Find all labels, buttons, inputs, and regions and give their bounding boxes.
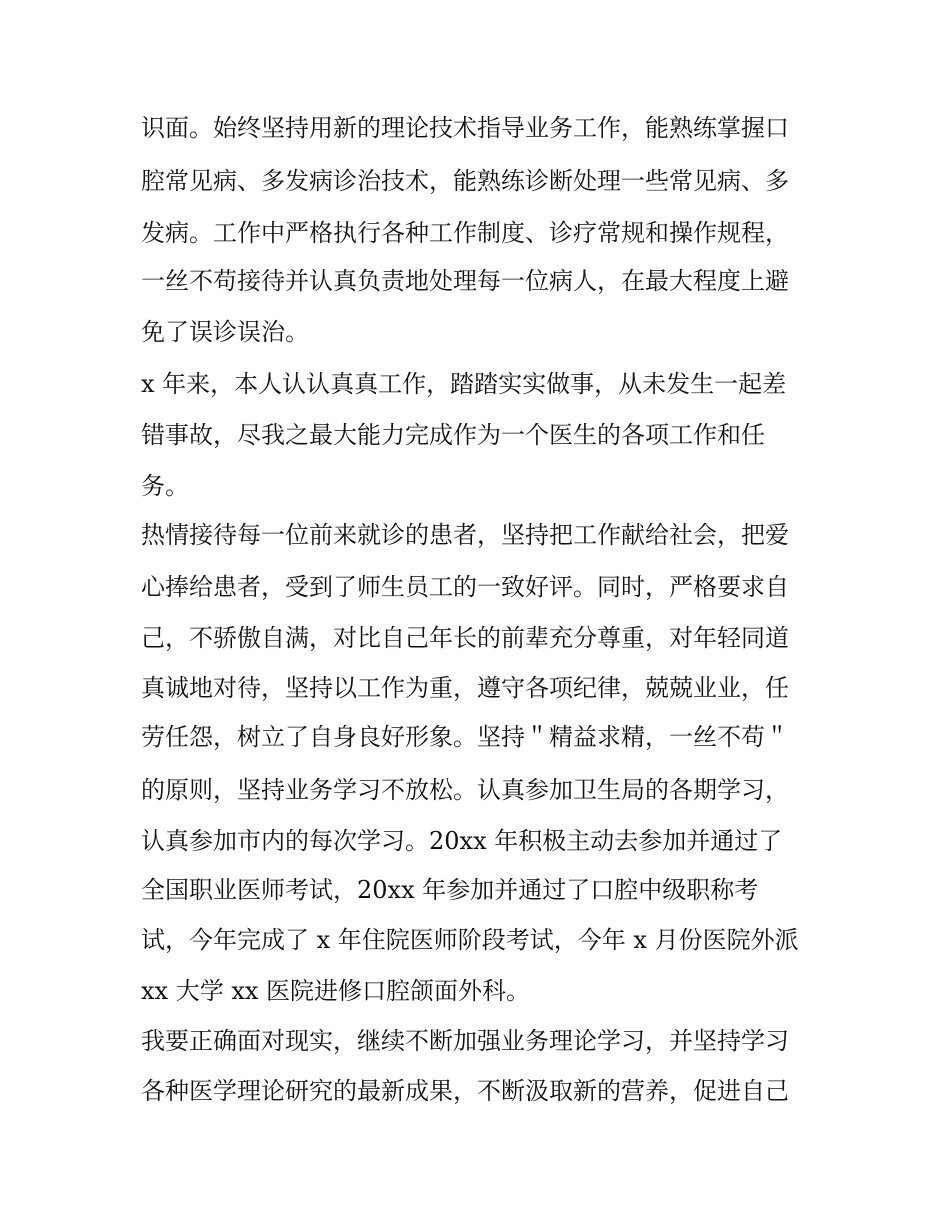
text-line: 己，不骄傲自满，对比自己年长的前辈充分尊重，对年轻同道: [141, 624, 789, 652]
text-line: 心捧给患者，受到了师生员工的一致好评。同时，严格要求自: [141, 573, 789, 601]
text-line: 识面。始终坚持用新的理论技术指导业务工作，能熟练掌握口: [141, 114, 789, 142]
text-line: 劳任怨，树立了自身良好形象。坚持＂精益求精，一丝不苟＂: [141, 723, 789, 751]
text-line: 腔常见病、多发病诊治技术，能熟练诊断处理一些常见病、多: [141, 167, 789, 195]
text-line: 我要正确面对现实，继续不断加强业务理论学习，并坚持学习: [141, 1027, 789, 1055]
text-line: 真诚地对待，坚持以工作为重，遵守各项纪律，兢兢业业，任: [141, 674, 789, 702]
text-line: 全国职业医师考试，20xx 年参加并通过了口腔中级职称考: [141, 876, 759, 904]
text-line: 各种医学理论研究的最新成果，不断汲取新的营养，促进自己: [141, 1077, 789, 1105]
text-line: 发病。工作中严格执行各种工作制度、诊疗常规和操作规程，: [141, 219, 789, 247]
text-line: 务。: [141, 472, 189, 500]
text-line: 一丝不苟接待并认真负责地处理每一位病人，在最大程度上避: [141, 267, 789, 295]
text-line: xx 大学 xx 医院进修口腔颌面外科。: [141, 977, 531, 1005]
text-line: 热情接待每一位前来就诊的患者，坚持把工作献给社会，把爱: [141, 521, 789, 549]
text-line: 认真参加市内的每次学习。20xx 年积极主动去参加并通过了: [141, 827, 783, 855]
text-line: 的原则，坚持业务学习不放松。认真参加卫生局的各期学习，: [141, 776, 789, 804]
text-line: 试，今年完成了 x 年住院医师阶段考试，今年 x 月份医院外派: [141, 926, 799, 954]
text-line: 免了误诊误治。: [141, 318, 309, 346]
text-line: 错事故，尽我之最大能力完成作为一个医生的各项工作和任: [141, 421, 765, 449]
text-line: x 年来，本人认认真真工作，踏踏实实做事，从未发生一起差: [141, 370, 787, 398]
